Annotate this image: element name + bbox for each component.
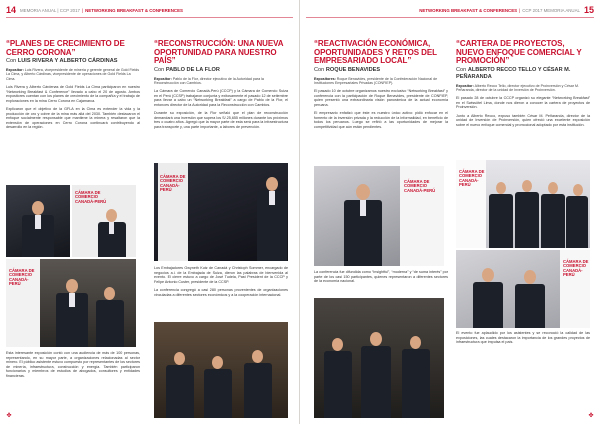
right-section-label: NETWORKING BREAKFAST & CONFERENCES xyxy=(419,7,518,13)
article-reconstruccion-continued xyxy=(154,266,288,297)
article-paragraph: La conferencia congregó a casi 280 personas provenientes de organizaciones vinculadas a diferentes sectores económicos y a la cooperación internacional. xyxy=(154,288,288,297)
article-reactivacion-continued xyxy=(314,270,448,284)
article-reactivacion xyxy=(314,40,448,129)
article-paragraph: Durante su exposición, de la Flor señaló que el plan de reconstrucción demandará una inversión que supera los S/.25,655 millones durante los próximos tres o cuatro años. Agregó que la mayor parte de esta será para la infraestructura para transporte y, una parte importante, a labores de prevención. xyxy=(154,111,288,129)
article-byline: Con ALBERTO RECCO TELLO Y CÉSAR M. PEÑARANDA xyxy=(456,66,571,80)
chamber-logo-text: CÁMARA DE COMERCIO CANADÁ-PERÚ xyxy=(563,259,589,278)
article-title: “REACTIVACIÓN ECONÓMICA, OPORTUNIDADES Y RETOS DEL EMPRESARIADO LOCAL” xyxy=(314,39,437,65)
article-cerro-corona-continued xyxy=(6,351,140,378)
article-paragraph: La conferencia fue difundida como “Insightful”, “moderna” y “de suma interés” por parte de los casi 150 participantes, quienes representaron a diferentes sectores de la economía nacional. xyxy=(314,270,448,283)
chamber-logo-text: CÁMARA DE COMERCIO CANADÁ-PERÚ xyxy=(75,190,107,204)
chamber-logo-text: CÁMARA DE COMERCIO CANADÁ-PERÚ xyxy=(9,268,35,287)
speaker-caption: Expositor: Luis Rivera, vicepresidente de minería y gerente general de Gold Fields La Cima, y Alberto Cárdinas, vicepresidente de operaciones de Gold Fields La Cima. xyxy=(6,68,140,81)
maple-leaf-icon: ✤ xyxy=(588,413,594,419)
article-byline: Con LUIS RIVERA Y ALBERTO CÁRDINAS xyxy=(6,58,118,64)
article-paragraph: La Cámara de Comercio Canadá-Perú (CCCP) y la Cámara de Comercio Suiza en el Perú (CCSP) trabajaron conjunta y exitosamente el pasado 12 de setiembre para llevar a cabo un “Networking Breakfast” a cargo de Pablo de la Flor, el entonces director de la Autoridad para la Reconstrucción con Cambios. xyxy=(154,89,288,107)
article-byline: Con ROQUE BENAVIDES xyxy=(314,66,381,73)
article-title: “PLANES DE CRECIMIENTO DE CERRO CORONA” xyxy=(6,39,125,57)
article-paragraph: Junto a Alberto Recco, expuso también César M. Peñaranda, director de la unidad de Inversión de Proinversión, quien ofreció una excelente exposición sobre el nuevo enfoque comercial y promocional adoptado por esta institución. xyxy=(456,113,590,127)
right-page-number: 15 xyxy=(583,5,594,15)
left-page-number: 14 xyxy=(6,5,17,15)
article-paragraph: El empresario enfatizó que éste es nuestro único activo: pidió enfocar en el fomento de la inversión privada y la reducción de la informalidad, en beneficio de todos los peruanos. Luego se refirió a las oportunidades de mejorar la competitividad que aún están pendientes. xyxy=(314,111,448,129)
audience-photo xyxy=(154,322,288,418)
audience-photo xyxy=(314,298,444,418)
article-title: “CARTERA DE PROYECTOS, NUEVO ENFOQUE COMERCIAL Y PROMOCIÓN” xyxy=(456,39,582,65)
right-issue-label: CCP 2017 MEMORIA ANUAL xyxy=(522,7,580,13)
audience-photo xyxy=(6,259,136,347)
article-paragraph: Esta interesante exposición contó con una audiencia de más de 100 personas, representando, en su mayor parte, a organizaciones relacionadas al sector minero. El público asistente estuvo compuesto por representantes de los sectores de minería, infraestructura, construcción y energía. También participaron funcionarios y miembros de estudios de abogados, consultores y entidades financieras. xyxy=(6,351,140,378)
article-paragraph: Explicaron que el objetivo de la GFLA en la Cima es extender la vida y la producción de oro y cobre de la mina más allá del 2030. También destacaron el enfoque socialmente responsable que mantiene la minera y resaltaron que la extensión de operaciones en Cerro Corona continuará contribuyendo al desarrollo en la región. xyxy=(6,107,140,130)
article-paragraph: Luis Rivera y Alberto Cárdenas de Gold Fields La Cima participaron en nuestro “Networking Breakfast & Conference” llevado a cabo el 20 de agosto. Ambos expositores cuentan con los planes de crecimiento de la compañía y el trabajo de exploraciones en la mina Cerro Corona en Cajamarca. xyxy=(6,85,140,103)
article-paragraph: Los Embajadores Gwyneth Kutz de Canadá y Christoph Sommer, encargado de negocios a.i. de la Embajada de Suiza, dieron las palabras de bienvenida al evento. El cierre estuvo a cargo de José Tudela, Past President de la CCCP y Felipe Antonio Custer, presidente de la CCSP. xyxy=(154,266,288,284)
group-photo xyxy=(456,160,590,248)
speaker-photo xyxy=(314,166,444,266)
chamber-logo-text: CÁMARA DE COMERCIO CANADÁ-PERÚ xyxy=(404,179,436,193)
speaker-caption: Expositor: Pablo de la Flor, director ejecutivo de la Autoridad para la Reconstrucción con Cambios. xyxy=(154,76,264,85)
speakers-panel-photo xyxy=(456,250,590,328)
speaker-photo xyxy=(72,185,136,257)
left-issue-label: MEMORIA ANUAL | CCP 2017 xyxy=(20,7,80,13)
right-page xyxy=(300,0,600,424)
chamber-logo-text: CÁMARA DE COMERCIO CANADÁ-PERÚ xyxy=(459,169,485,188)
article-title: “RECONSTRUCCIÓN: UNA NUEVA OPORTUNIDAD PARA NUESTRO PAÍS” xyxy=(154,39,284,65)
maple-leaf-icon: ✤ xyxy=(6,413,12,419)
article-cartera-proyectos-continued xyxy=(456,331,590,345)
article-paragraph: El pasado 28 de octubre la CCCP organizó su elegante “Networking Breakfast” en el Swissôtel Lima, donde nos dieron a conocer la cartera de proyectos de Proinversión. xyxy=(456,96,590,110)
article-reconstruccion xyxy=(154,40,288,129)
speaker-photo xyxy=(154,163,288,261)
speaker-caption: Expositores: Roque Benavides, presidente de la Confederación Nacional de Instituciones Empresariales Privadas (CONFIEP). xyxy=(314,76,438,85)
article-cerro-corona xyxy=(6,40,140,130)
left-header: 14 MEMORIA ANUAL | CCP 2017 | NETWORKING BREAKFAST & CONFERENCES xyxy=(6,5,183,15)
left-section-label: NETWORKING BREAKFAST & CONFERENCES xyxy=(85,7,183,13)
speaker-caption: Expositor: Alberto Recco Tello, director ejecutivo de Proinversión y César M. Peñaranda, director de la unidad de Inversión de Proinversión. xyxy=(456,83,579,92)
chamber-logo-text: CÁMARA DE COMERCIO CANADÁ-PERÚ xyxy=(160,174,186,193)
right-header: NETWORKING BREAKFAST & CONFERENCES | CCP 2017 MEMORIA ANUAL 15 xyxy=(419,5,594,15)
article-byline: Con PABLO DE LA FLOR xyxy=(154,66,220,73)
article-cartera-proyectos xyxy=(456,40,590,127)
right-header-rule xyxy=(306,17,594,18)
article-paragraph: El pasado 10 de octubre organizamos nuestro exclusivo “Networking Breakfast” y conferencia con la participación de Roque Benavides, presidente de CONFIEP, quien presentó una extraordinaria visión panorámica de la actual economía peruana. xyxy=(314,89,448,107)
speaker-photo xyxy=(6,185,70,257)
left-header-rule xyxy=(6,17,293,18)
article-paragraph: El evento fue aplaudido por los asistentes y se reconoció la calidad de las exposiciones, las cuales destacaron la importancia de los grandes proyectos de infraestructura que impulsa el país. xyxy=(456,331,590,344)
